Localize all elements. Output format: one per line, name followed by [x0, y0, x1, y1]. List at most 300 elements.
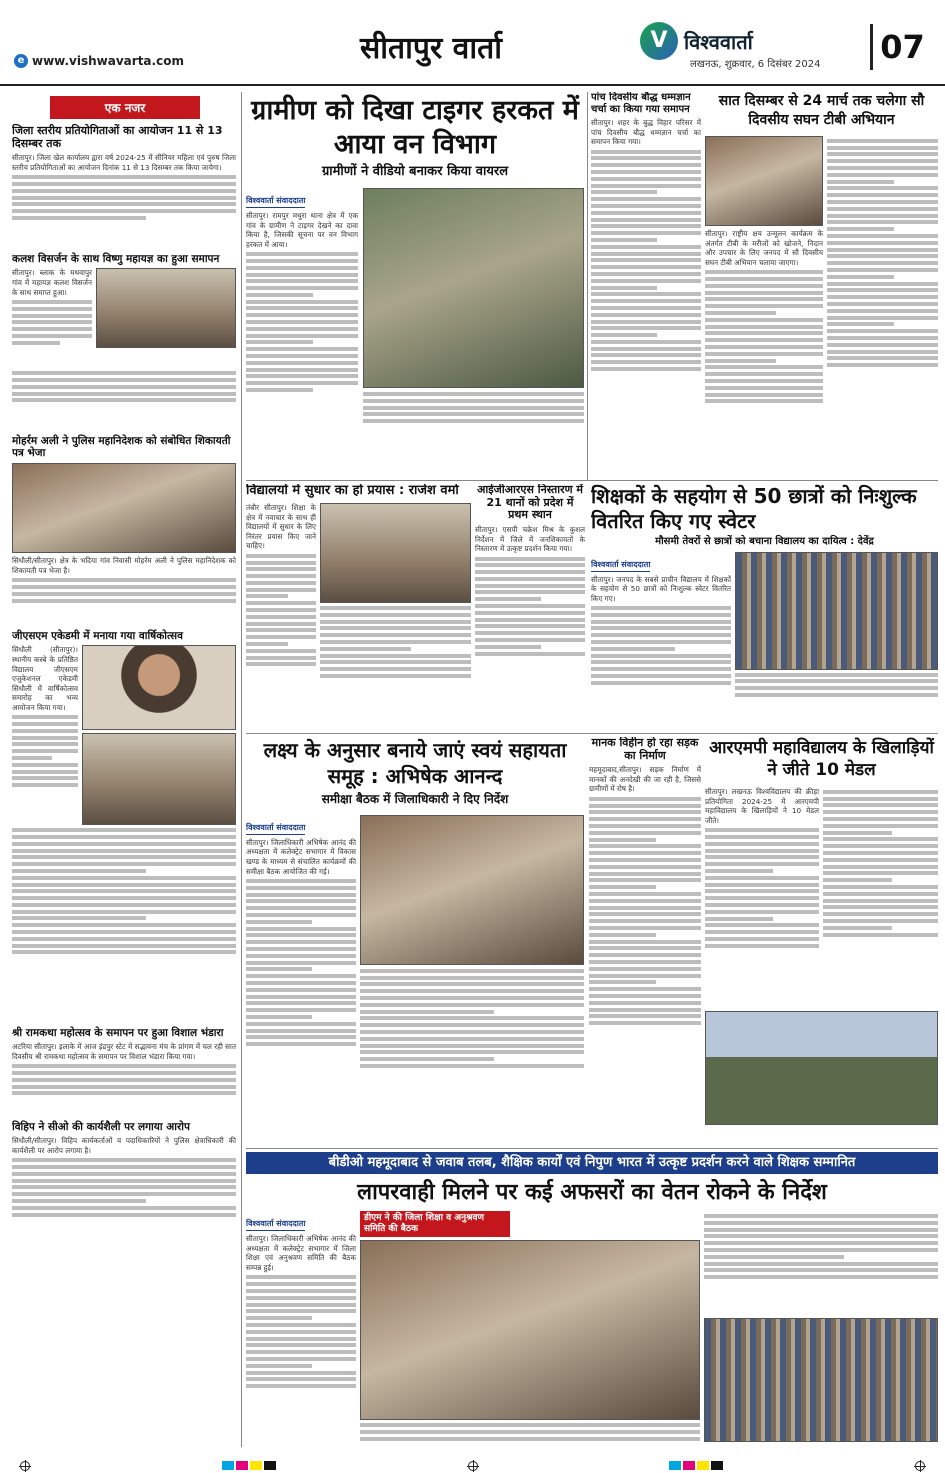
text-line-placeholder	[704, 1248, 938, 1252]
text-line-placeholder	[246, 601, 316, 605]
text-line-placeholder	[475, 557, 585, 561]
text-line-placeholder	[12, 849, 236, 853]
text-line-placeholder	[246, 381, 358, 385]
text-line-placeholder	[827, 329, 938, 333]
text-line-placeholder	[246, 1323, 356, 1327]
text-line-placeholder	[246, 273, 358, 277]
yellow-swatch	[250, 1461, 262, 1470]
text-line-placeholder	[363, 392, 584, 396]
black-swatch	[264, 1461, 276, 1470]
text-line-placeholder	[360, 1050, 584, 1054]
story-lead: सिधौली/सीतापुर। विहिप कार्यकर्ताओं व पदाधिकारियों ने पुलिस क्षेत्राधिकारी की कार्यशैली पर आरोप लगाया है।	[12, 1136, 236, 1155]
text-line-placeholder	[589, 906, 701, 910]
text-line-placeholder	[12, 385, 236, 389]
text-line-placeholder	[246, 940, 356, 944]
text-line-placeholder	[320, 620, 471, 624]
text-line-placeholder	[591, 224, 701, 228]
text-line-placeholder	[246, 334, 358, 338]
text-line-placeholder	[246, 388, 313, 392]
text-line-placeholder	[12, 341, 60, 345]
text-line-placeholder	[246, 286, 358, 290]
text-line-placeholder	[246, 920, 312, 924]
story-sweater-distribution	[591, 484, 938, 730]
text-line-placeholder	[589, 987, 701, 991]
dateline-city: लखनऊ,	[690, 59, 722, 70]
text-line-placeholder	[705, 883, 819, 887]
text-line-placeholder	[246, 374, 358, 378]
text-line-placeholder	[705, 270, 823, 274]
text-line-placeholder	[360, 989, 584, 993]
text-line-placeholder	[705, 923, 819, 927]
text-line-placeholder	[246, 1309, 356, 1313]
cyan-swatch	[669, 1461, 681, 1470]
text-line-placeholder	[12, 599, 236, 603]
story-moharram-ali	[12, 435, 236, 626]
text-line-placeholder	[246, 879, 356, 883]
text-line-placeholder	[12, 585, 236, 589]
rmp-body-continued	[823, 787, 938, 1007]
text-line-placeholder	[827, 268, 938, 272]
text-line-placeholder	[246, 913, 356, 917]
tiger-field-photo	[363, 188, 584, 388]
text-line-placeholder	[591, 211, 701, 215]
text-line-placeholder	[246, 300, 358, 304]
text-line-placeholder	[360, 976, 584, 980]
text-line-placeholder	[591, 163, 701, 167]
text-line-placeholder	[591, 286, 657, 290]
text-line-placeholder	[827, 309, 938, 313]
text-line-placeholder	[12, 855, 236, 859]
igrs-headline: आईजीआरएस निस्तारण में 21 थानों को प्रदेश में प्रथम स्थान	[477, 484, 583, 522]
text-line-placeholder	[246, 1384, 356, 1388]
text-line-placeholder	[823, 824, 938, 828]
sweater-body	[591, 575, 731, 725]
story-headline: मोहर्रम अली ने पुलिस महानिदेशक को संबोधित शिकायती पत्र भेजा	[12, 435, 231, 460]
text-line-placeholder	[591, 272, 701, 276]
text-line-placeholder	[246, 1035, 356, 1039]
black-swatch	[711, 1461, 723, 1470]
logo-v-icon: V	[640, 22, 678, 60]
text-line-placeholder	[591, 606, 731, 610]
text-line-placeholder	[704, 1241, 938, 1245]
text-line-placeholder	[246, 1042, 356, 1046]
text-line-placeholder	[591, 190, 657, 194]
story-headline: श्री रामकथा महोत्सव के समापन पर हुआ विशाल भंडारा	[12, 1027, 224, 1040]
text-line-placeholder	[591, 674, 731, 678]
text-line-placeholder	[705, 842, 819, 846]
text-line-placeholder	[360, 1016, 584, 1020]
text-line-placeholder	[475, 624, 585, 628]
text-line-placeholder	[12, 398, 236, 402]
text-line-placeholder	[246, 252, 358, 256]
story-tb-campaign	[705, 92, 938, 478]
text-line-placeholder	[475, 618, 585, 622]
school-body-continued	[320, 606, 471, 718]
text-line-placeholder	[589, 858, 701, 862]
text-line-placeholder	[827, 261, 938, 265]
text-line-placeholder	[320, 654, 471, 658]
text-line-placeholder	[823, 851, 938, 855]
text-line-placeholder	[589, 810, 701, 814]
salary-headline: लापरवाही मिलने पर कई अफसरों का वेतन रोकने के निर्देश	[357, 1180, 827, 1205]
story-salary-withheld	[246, 1152, 938, 1452]
text-line-placeholder	[827, 180, 894, 184]
text-line-placeholder	[827, 227, 894, 231]
text-line-placeholder	[246, 1330, 356, 1334]
text-line-placeholder	[823, 797, 938, 801]
text-line-placeholder	[12, 950, 236, 954]
text-line-placeholder	[246, 574, 316, 578]
shg-byline: विश्ववार्ता संवाददाता	[246, 822, 305, 835]
text-line-placeholder	[12, 763, 78, 767]
buddhist-lead: सीतापुर। शहर के बुद्ध विहार परिसर में पांच दिवसीय बौद्ध धम्मज्ञान चर्चा का समापन किया गया।	[591, 118, 701, 147]
text-line-placeholder	[589, 865, 701, 869]
text-line-placeholder	[823, 933, 938, 937]
text-line-placeholder	[246, 1377, 356, 1381]
story-body	[12, 556, 236, 626]
story-igrs	[475, 484, 585, 730]
text-line-placeholder	[12, 314, 92, 318]
text-line-placeholder	[589, 1021, 701, 1025]
text-line-placeholder	[589, 960, 701, 964]
story-lead: सीतापुर। जिला खेल कार्यालय द्वारा वर्ष 2024-25 में सीनियर महिला एवं पुरुष जिला स्तरीय प्रतियोगिताओं का आयोजन दिनांक 11 से 13 दिसम्बर तक किया जायेगा।	[12, 153, 236, 172]
registration-mark-icon	[20, 1461, 30, 1471]
story-school-improvement	[246, 484, 471, 730]
text-line-placeholder	[589, 926, 701, 930]
story-self-help-groups	[246, 737, 584, 1145]
text-line-placeholder	[704, 1262, 938, 1266]
story-headline: जीएसएम एकेडमी में मनाया गया वार्षिकोत्सव	[12, 630, 183, 643]
text-line-placeholder	[246, 1343, 356, 1347]
text-line-placeholder	[12, 783, 78, 787]
text-line-placeholder	[589, 851, 701, 855]
text-line-placeholder	[591, 197, 701, 201]
text-line-placeholder	[705, 849, 819, 853]
text-line-placeholder	[827, 193, 938, 197]
text-line-placeholder	[12, 930, 236, 934]
text-line-placeholder	[827, 200, 938, 204]
text-line-placeholder	[704, 1234, 938, 1238]
text-line-placeholder	[589, 899, 701, 903]
text-line-placeholder	[589, 919, 701, 923]
text-line-placeholder	[705, 876, 819, 880]
story-lead: सिधौली (सीतापुर)। स्थानीय कस्बे के प्रतिष्ठित विद्यालय जीएसएम एजुकेशनल एकेडमी सिधौली में वार्षिकोत्सव समारोह का भव्य आयोजन किया गया।	[12, 645, 78, 712]
text-line-placeholder	[591, 333, 657, 337]
story-lead: सिधौली/सीतापुर। क्षेत्र के भदिया गांव निवासी मोहर्रम अली ने पुलिस महानिदेशक को शिकायती पत्र भेजा है।	[12, 556, 236, 575]
text-line-placeholder	[823, 865, 938, 869]
tiger-byline: विश्ववार्ता संवाददाता	[246, 195, 305, 208]
text-line-placeholder	[360, 1044, 584, 1048]
text-line-placeholder	[12, 1199, 146, 1203]
sweater-lead: सीतापुर। जनपद के सबसे प्राचीन विद्यालय में शिक्षकों के सहयोग से 50 छात्रों को निःशुल्क स्वेटर वितरित किए गए।	[591, 574, 731, 603]
text-line-placeholder	[827, 316, 938, 320]
story-sports-competition	[12, 125, 236, 249]
text-line-placeholder	[246, 988, 356, 992]
text-line-placeholder	[827, 343, 938, 347]
cyan-swatch	[222, 1461, 234, 1470]
academy-photo-prize	[82, 733, 236, 825]
yagya-photo	[96, 268, 236, 348]
text-line-placeholder	[360, 982, 584, 986]
shg-lead: सीतापुर। जिलाधिकारी अभिषेक आनंद की अध्यक्षता में कलेक्ट्रेट सभागार में विकास खण्ड के माध्यम से संचालित कार्यक्रमों की समीक्षा बैठक आयोजित की गई।	[246, 837, 356, 876]
text-line-placeholder	[12, 770, 78, 774]
text-line-placeholder	[246, 906, 356, 910]
text-line-placeholder	[12, 896, 236, 900]
road-headline: मानक विहीन हो रहा सड़क का निर्माण	[591, 737, 699, 762]
text-line-placeholder	[705, 311, 776, 315]
salary-body	[246, 1234, 356, 1446]
text-line-placeholder	[705, 372, 823, 376]
text-line-placeholder	[589, 844, 701, 848]
text-line-placeholder	[360, 1064, 584, 1068]
text-line-placeholder	[12, 736, 78, 740]
text-line-placeholder	[12, 175, 236, 179]
text-line-placeholder	[246, 642, 288, 646]
text-line-placeholder	[475, 597, 541, 601]
text-line-placeholder	[475, 652, 585, 656]
text-line-placeholder	[246, 313, 358, 317]
text-line-placeholder	[591, 347, 701, 351]
story-lead: सीतापुर। ब्लाक के मथवापुर गांव में महायज्ञ कलश विसर्जन के साथ समाप्त हुआ।	[12, 268, 92, 297]
site-url-text: www.vishwavarta.com	[32, 54, 184, 68]
text-line-placeholder	[827, 152, 938, 156]
story-body	[12, 645, 78, 825]
story-gsm-academy	[12, 630, 236, 1023]
text-line-placeholder	[823, 892, 938, 896]
text-line-placeholder	[12, 876, 236, 880]
text-line-placeholder	[475, 577, 585, 581]
text-line-placeholder	[827, 248, 938, 252]
text-line-placeholder	[827, 173, 938, 177]
text-line-placeholder	[12, 1064, 236, 1068]
text-line-placeholder	[827, 214, 938, 218]
text-line-placeholder	[360, 1023, 584, 1027]
sweater-body-continued	[735, 673, 938, 718]
text-line-placeholder	[246, 933, 356, 937]
color-swatches	[222, 1461, 276, 1470]
text-line-placeholder	[246, 981, 356, 985]
text-line-placeholder	[823, 837, 938, 841]
text-line-placeholder	[589, 804, 701, 808]
text-line-placeholder	[589, 912, 701, 916]
text-line-placeholder	[246, 974, 356, 978]
text-line-placeholder	[12, 749, 78, 753]
text-line-placeholder	[246, 588, 316, 592]
review-meeting-photo	[360, 815, 584, 965]
text-line-placeholder	[591, 258, 701, 262]
text-line-placeholder	[12, 722, 78, 726]
text-line-placeholder	[827, 282, 938, 286]
text-line-placeholder	[12, 776, 78, 780]
text-line-placeholder	[475, 570, 585, 574]
text-line-placeholder	[12, 1085, 236, 1089]
text-line-placeholder	[705, 828, 819, 832]
text-line-placeholder	[12, 835, 236, 839]
text-line-placeholder	[735, 686, 938, 690]
text-line-placeholder	[475, 611, 585, 615]
text-line-placeholder	[246, 347, 358, 351]
igrs-body	[475, 525, 585, 705]
sweater-byline: विश्ववार्ता संवाददाता	[591, 559, 650, 572]
rmp-lead: सीतापुर। लखनऊ विश्वविद्यालय की क्रीड़ा प्रतियोगिता 2024-25 में आरएमपी महाविद्यालय के खिलाड़ियों ने 10 मेडल जीते।	[705, 787, 819, 825]
text-line-placeholder	[591, 633, 731, 637]
text-line-placeholder	[591, 265, 701, 269]
text-line-placeholder	[246, 615, 316, 619]
tb-lead: सीतापुर। राष्ट्रीय क्षय उन्मूलन कार्यक्रम के अंतर्गत टीबी के मरीजों को खोजने, निदान और उपचार के लिए जनपद में सौ दिवसीय सघन टीबी अभियान चलाया जाएगा।	[705, 229, 823, 267]
text-line-placeholder	[591, 647, 675, 651]
text-line-placeholder	[705, 944, 819, 948]
text-line-placeholder	[12, 862, 236, 866]
text-line-placeholder	[246, 567, 316, 571]
text-line-placeholder	[320, 660, 471, 664]
text-line-placeholder	[12, 923, 236, 927]
text-line-placeholder	[12, 1192, 236, 1196]
buddhist-body	[591, 118, 701, 468]
story-headline: विहिप ने सीओ की कार्यशैली पर लगाया आरोप	[12, 1121, 190, 1134]
text-line-placeholder	[591, 218, 701, 222]
text-line-placeholder	[591, 279, 701, 283]
text-line-placeholder	[823, 858, 938, 862]
text-line-placeholder	[591, 245, 701, 249]
text-line-placeholder	[705, 835, 819, 839]
text-line-placeholder	[705, 399, 823, 403]
text-line-placeholder	[320, 633, 471, 637]
story-vhp-co	[12, 1121, 236, 1246]
text-line-placeholder	[12, 1091, 236, 1095]
tb-body-continued	[827, 136, 938, 470]
text-line-placeholder	[475, 604, 585, 608]
story-ramkatha	[12, 1027, 236, 1117]
text-line-placeholder	[589, 892, 701, 896]
text-line-placeholder	[246, 1357, 356, 1361]
text-line-placeholder	[12, 209, 236, 213]
academy-photo-speaker	[82, 645, 236, 730]
text-line-placeholder	[591, 292, 701, 296]
buddhist-headline: पांच दिवसीय बौद्ध धम्मज्ञान चर्चा का किया गया समापन	[591, 92, 691, 115]
row-rule	[246, 480, 938, 481]
story-vishnu-yagya	[12, 253, 236, 431]
road-lead: महमूदाबाद,सीतापुर। सड़क निर्माण में मानकों की अनदेखी की जा रही है, जिससे ग्रामीणों में रोष है।	[589, 765, 701, 794]
text-line-placeholder	[705, 297, 823, 301]
text-line-placeholder	[12, 842, 236, 846]
text-line-placeholder	[705, 393, 823, 397]
igrs-lead: सीतापुर। एसपी चक्रेश मिश्र के कुशल निर्देशन में जिले में जनशिकायतों के निस्तारण में उत्कृष्ट प्रदर्शन किया गया।	[475, 524, 585, 554]
text-line-placeholder	[12, 216, 146, 220]
text-line-placeholder	[589, 797, 701, 801]
sweater-subheadline: मौसमी तेवरों से छात्रों को बचाना विद्यालय का दायित्व : देवेंद्र	[655, 536, 874, 547]
text-line-placeholder	[591, 177, 701, 181]
text-line-placeholder	[12, 202, 236, 206]
story-body	[12, 1136, 236, 1246]
text-line-placeholder	[827, 207, 938, 211]
text-line-placeholder	[705, 345, 823, 349]
rmp-body	[705, 787, 819, 1007]
text-line-placeholder	[12, 578, 236, 582]
text-line-placeholder	[589, 838, 656, 842]
text-line-placeholder	[827, 302, 938, 306]
text-line-placeholder	[12, 916, 146, 920]
text-line-placeholder	[827, 356, 938, 360]
text-line-placeholder	[827, 336, 938, 340]
text-line-placeholder	[591, 681, 731, 685]
text-line-placeholder	[246, 1275, 356, 1279]
story-body-continued	[12, 371, 236, 431]
text-line-placeholder	[246, 947, 356, 951]
text-line-placeholder	[246, 1350, 356, 1354]
story-rmp-medals	[705, 737, 938, 1145]
section-title: सीतापुर वार्ता	[360, 31, 502, 66]
players-medal-photo	[705, 1011, 938, 1125]
row-rule	[246, 1148, 938, 1149]
text-line-placeholder	[360, 1430, 700, 1434]
text-line-placeholder	[589, 831, 701, 835]
text-line-placeholder	[246, 361, 358, 365]
text-line-placeholder	[591, 613, 731, 617]
text-line-placeholder	[591, 654, 731, 658]
text-line-placeholder	[735, 693, 938, 697]
text-line-placeholder	[12, 392, 236, 396]
text-line-placeholder	[589, 980, 656, 984]
text-line-placeholder	[591, 320, 701, 324]
text-line-placeholder	[475, 638, 585, 642]
text-line-placeholder	[827, 186, 938, 190]
text-line-placeholder	[589, 824, 701, 828]
yellow-swatch	[697, 1461, 709, 1470]
text-line-placeholder	[827, 254, 938, 258]
site-url[interactable]	[14, 54, 184, 68]
text-line-placeholder	[705, 910, 819, 914]
story-tiger	[246, 94, 584, 478]
text-line-placeholder	[705, 862, 819, 866]
left-news-column	[12, 96, 236, 1448]
tiger-lead: सीतापुर। रामपुर मथुरा थाना क्षेत्र में एक गांव के ग्रामीण ने टाइगर देखने का दावा किया है, जिसकी सूचना पर वन विभाग हरकत में आया।	[246, 210, 358, 249]
text-line-placeholder	[475, 590, 585, 594]
shg-subheadline: समीक्षा बैठक में जिलाधिकारी ने दिए निर्देश	[321, 792, 509, 806]
text-line-placeholder	[704, 1255, 844, 1259]
text-line-placeholder	[246, 635, 316, 639]
text-line-placeholder	[320, 647, 411, 651]
text-line-placeholder	[246, 608, 316, 612]
text-line-placeholder	[589, 872, 701, 876]
text-line-placeholder	[360, 969, 584, 973]
text-line-placeholder	[12, 300, 92, 304]
sweater-headline: शिक्षकों के सहयोग से 50 छात्रों को निःशुल्क वितरित किए गए स्वेटर	[591, 484, 917, 533]
text-line-placeholder	[363, 412, 584, 416]
text-line-placeholder	[735, 679, 938, 683]
text-line-placeholder	[589, 974, 701, 978]
text-line-placeholder	[12, 592, 236, 596]
text-line-placeholder	[246, 581, 316, 585]
photo-caption	[360, 1423, 700, 1452]
text-line-placeholder	[363, 419, 584, 423]
students-group-photo	[735, 552, 938, 670]
text-line-placeholder	[705, 304, 823, 308]
text-line-placeholder	[12, 1158, 236, 1162]
paper-logo	[640, 22, 753, 60]
story-body	[12, 153, 236, 249]
text-line-placeholder	[591, 299, 701, 303]
text-line-placeholder	[475, 584, 585, 588]
text-line-placeholder	[246, 1316, 312, 1320]
story-buddhist	[591, 92, 701, 478]
text-line-placeholder	[12, 371, 236, 375]
text-line-placeholder	[12, 1179, 236, 1183]
moharram-ali-photo	[12, 463, 236, 553]
text-line-placeholder	[589, 967, 701, 971]
text-line-placeholder	[360, 996, 584, 1000]
shg-headline: लक्ष्य के अनुसार बनाये जाएं स्वयं सहायता समूह : अभिषेक आनन्द	[263, 738, 567, 788]
text-line-placeholder	[246, 1008, 356, 1012]
